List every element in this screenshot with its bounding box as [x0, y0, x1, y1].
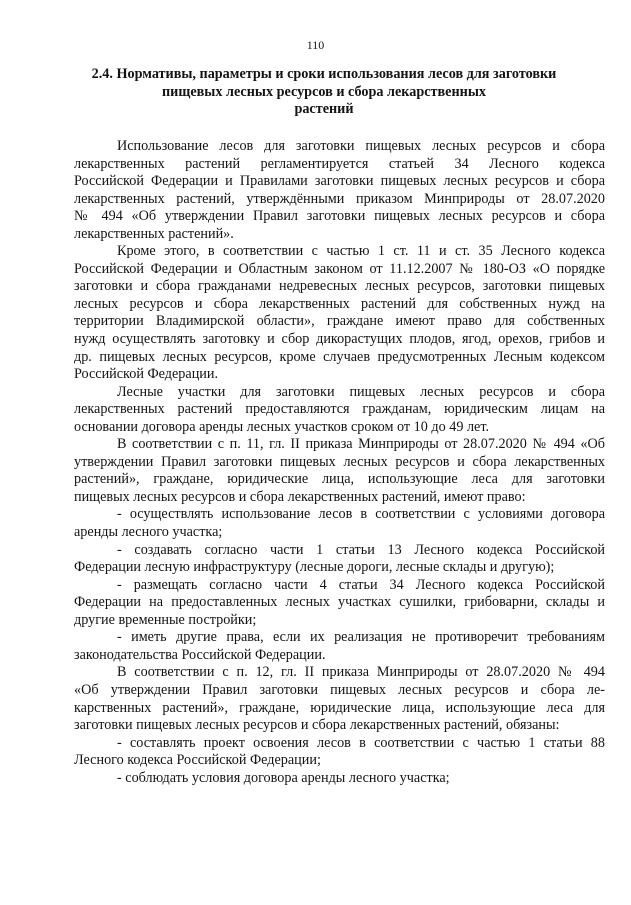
text-line: законодательства Российской Федерации.: [74, 646, 326, 663]
paragraph: [74, 384, 605, 437]
paragraph: [74, 629, 605, 664]
paragraph: [74, 735, 605, 770]
text-line: лекарственных растений, утверждёнными приказом Минприроды от 28.07.2020: [74, 190, 605, 207]
paragraph: [74, 138, 605, 243]
text-line: Российской Федерации и Областным законом от 11.12.2007 № 180-ОЗ «О порядке: [74, 260, 605, 277]
text-line: Федерации на предоставленных лесных участках сушилки, грибоварни, склады и: [74, 594, 605, 611]
text-line: № 494 «Об утверждении Правил заготовки пищевых лесных ресурсов и сбора: [74, 208, 605, 225]
text-line: другие временные постройки;: [74, 611, 257, 628]
text-line: утверждении Правил заготовки пищевых лесных ресурсов и сбора лекарственных: [74, 453, 605, 470]
text-line: - создавать согласно части 1 статьи 13 Лесного кодекса Российской: [117, 541, 605, 558]
section-heading: [74, 66, 574, 119]
paragraph: [74, 436, 605, 506]
text-line: Лесные участки для заготовки пищевых лесных ресурсов и сбора: [117, 383, 605, 400]
text-line: заготовки пищевых лесных ресурсов и сбора лекарственных растений, обязаны:: [74, 717, 560, 734]
text-line: В соответствии с п. 11, гл. II приказа Минприроды от 28.07.2020 № 494 «Об: [117, 436, 605, 453]
text-line: - осуществлять использование лесов в соответствии с условиями договора: [117, 506, 605, 523]
text-line: - составлять проект освоения лесов в соответствии с частью 1 статьи 88: [117, 734, 605, 751]
text-line: лекарственных растений регламентируется статьей 34 Лесного кодекса: [74, 155, 605, 172]
text-line: Федерации лесную инфраструктуру (лесные дороги, лесные склады и другую);: [74, 559, 555, 576]
text-line: основании договора аренды лесных участков сроком от 10 до 49 лет.: [74, 418, 490, 435]
text-line: аренды лесного участка;: [74, 524, 223, 541]
text-line: территории Владимирской области», граждане имеют право для собственных: [74, 313, 605, 330]
paragraph: [74, 664, 605, 734]
paragraph: [74, 506, 605, 541]
document-body: [74, 138, 605, 787]
text-line: лекарственных растений».: [74, 225, 234, 242]
text-line: Российской Федерации.: [74, 366, 219, 383]
text-line: Российской Федерации и Правилами заготовки пищевых лесных ресурсов и сбора: [74, 173, 605, 190]
text-line: Кроме этого, в соответствии с частью 1 ст. 11 и ст. 35 Лесного кодекса: [117, 243, 605, 260]
paragraph: [74, 542, 605, 577]
heading-line: растений: [294, 101, 354, 117]
text-line: Лесного кодекса Российской Федерации;: [74, 752, 321, 769]
paragraph: [74, 577, 605, 630]
text-line: лесных ресурсов и сбора лекарственных растений для собственных нужд на: [74, 295, 605, 312]
paragraph: [74, 243, 605, 383]
text-line: пищевых лесных ресурсов и сбора лекарственных растений, имеют право:: [74, 488, 526, 505]
page-number: 110: [306, 38, 325, 52]
paragraph: [74, 770, 605, 788]
text-line: др. пищевых лесных ресурсов, кроме случаев предусмотренных Лесным кодексом: [74, 348, 605, 365]
text-line: - иметь другие права, если их реализация не противоречит требованиям: [117, 629, 605, 646]
text-line: растений», граждане, юридические лица, использующие леса для заготовки: [74, 471, 605, 488]
heading-line: 2.4. Нормативы, параметры и сроки использования лесов для заготовки: [91, 66, 557, 82]
text-line: «Об утверждении Правил заготовки пищевых лесных ресурсов и сбора ле-: [74, 681, 605, 698]
heading-line: пищевых лесных ресурсов и сбора лекарственных: [162, 83, 486, 100]
text-line: - размещать согласно части 4 статьи 34 Лесного кодекса Российской: [117, 576, 605, 593]
text-line: Использование лесов для заготовки пищевых лесных ресурсов и сбора: [117, 138, 605, 154]
text-line: карственных растений», граждане, юридические лица, использующие леса для: [74, 699, 605, 716]
text-line: лекарственных растений предоставляются гражданам, юридическим лицам на: [74, 401, 605, 418]
text-line: нужд осуществлять заготовку и сбор дикорастущих плодов, ягод, орехов, грибов и: [74, 331, 605, 348]
text-line: В соответствии с п. 12, гл. II приказа Минприроды от 28.07.2020 № 494: [117, 664, 605, 681]
text-line: - соблюдать условия договора аренды лесного участка;: [117, 769, 450, 786]
text-line: заготовки и сбора гражданами недревесных лесных ресурсов, заготовки пищевых: [74, 278, 605, 295]
